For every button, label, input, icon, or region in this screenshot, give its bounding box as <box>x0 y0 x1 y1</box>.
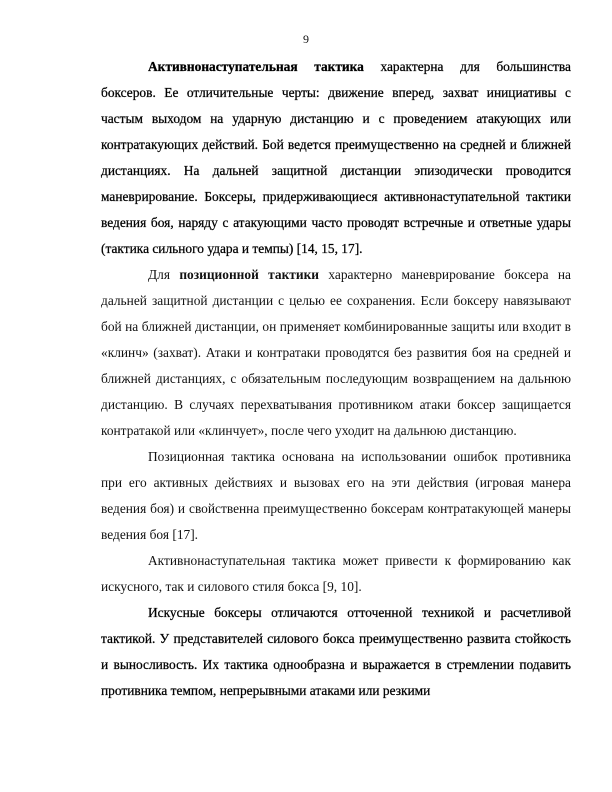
paragraph-style-formation: Активнонаступательная тактика может привести к формированию как искусного, так и силового стиля бокса [9, 10]. <box>101 553 571 594</box>
paragraph-active-offensive-tactic <box>101 54 571 262</box>
paragraph-lead: Для <box>148 267 180 282</box>
paragraph-text: характерна для большинства боксеров. Ее отличительные черты: движение вперед, захват инициативы с частым выходом на ударную дистанцию и с проведением атакующих или контратакующих действий. Бой ведется преимущественно на средней и ближней дистанциях. На дальней защитной дистанции эпизодически проводится маневрирование. Боксеры, придерживающиеся активнонаступательной тактики ведения боя, наряду с атакующими часто проводят встречные и ответные удары (тактика сильного удара и темпы) [14, 15, 17]. <box>101 59 571 256</box>
paragraph-positional-basis: Позиционная тактика основана на использовании ошибок противника при его активных действиях и вызовах его на эти действия (игровая манера ведения боя) и свойственна преимущественно боксерам контратакующей манеры ведения боя [17]. <box>101 449 571 542</box>
body-text <box>101 54 571 704</box>
paragraph-positional-tactic <box>101 262 571 444</box>
term-active-offensive-tactic: Активнонаступательная тактика <box>148 59 364 74</box>
paragraph-skilled-boxers: Искусные боксеры отличаются отточенной техникой и расчетливой тактикой. У представителей силового бокса преимущественно развита стойкость и выносливость. Их тактика однообразна и выражается в стремлении подавить противника темпом, непрерывными атаками или резкими <box>101 605 571 698</box>
page-number: 9 <box>303 32 309 46</box>
term-positional-tactic: позиционной тактики <box>179 267 320 282</box>
paragraph-text: характерно маневрирование боксера на дальней защитной дистанции с целью ее сохранения. Если боксеру навязывают бой на ближней дистанции, он применяет комбинированные защиты или входит в «клинч» (захват). Атаки и контратаки проводятся без развития боя на средней и ближней дистанциях, с обязательным последующим возвращением на дальнюю дистанцию. В случаях перехватывания противником атаки боксер защищается контратакой или «клинчует», после чего уходит на дальнюю дистанцию. <box>101 267 571 438</box>
